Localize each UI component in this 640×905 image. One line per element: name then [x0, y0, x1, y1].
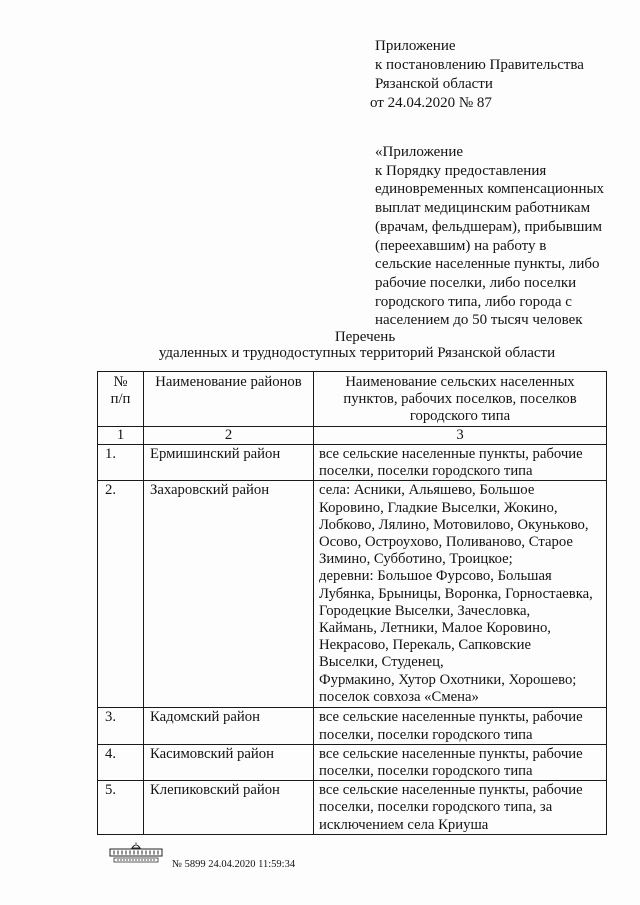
settlements-line: поселки, поселки городского типа — [319, 726, 533, 743]
column-number: 3 — [314, 427, 607, 445]
settlements-line: Некрасово, Перекаль, Сапковские — [319, 637, 532, 654]
appendix-reference-line: «Приложение — [375, 144, 464, 160]
approval-header — [370, 37, 584, 113]
settlements-line: все сельские населенные пункты, рабочие — [319, 709, 583, 726]
title-line-2: удаленных и труднодоступных территорий Рязанской области — [158, 345, 556, 361]
approval-header-line: от 24.04.2020 № 87 — [370, 95, 492, 111]
settlements-line: поселки, поселки городского типа, за — [319, 799, 553, 816]
settlements-line: поселки, поселки городского типа — [319, 763, 533, 780]
settlements-cell — [314, 781, 607, 835]
district-name: Ермишинский район — [144, 445, 314, 481]
header-number-line: п/п — [110, 391, 131, 408]
settlements-cell — [314, 708, 607, 744]
settlements-line: Каймань, Летники, Малое Коровино, — [319, 620, 551, 637]
district-name: Захаровский район — [144, 481, 314, 708]
settlements-cell — [314, 481, 607, 708]
district-name: Кадомский район — [144, 708, 314, 744]
appendix-reference-line: к Порядку предоставления — [375, 162, 547, 179]
settlements-cell — [314, 744, 607, 780]
table-row — [98, 744, 607, 780]
column-number: 1 — [98, 427, 144, 445]
registration-stamp-icon — [108, 842, 164, 864]
settlements-line: поселки, поселки городского типа — [319, 463, 533, 480]
column-number: 2 — [144, 427, 314, 445]
header-settlements-line: пунктов, рабочих поселков, поселков — [343, 391, 577, 408]
header-number-line: № — [113, 374, 128, 390]
registration-number: № 5899 24.04.2020 11:59:34 — [172, 859, 296, 870]
district-name: Касимовский район — [144, 744, 314, 780]
settlements-line: Зимино, Субботино, Троицкое; — [319, 551, 513, 568]
header-settlements-line: городского типа — [409, 408, 511, 425]
column-number-row — [98, 427, 607, 445]
appendix-reference-line: выплат медицинским работникам — [375, 200, 591, 217]
settlements-line: исключением села Криуша — [319, 816, 489, 833]
settlements-line: села: Асники, Альяшево, Большое — [319, 482, 535, 499]
appendix-reference-line: (врачам, фельдшерам), прибывшим — [375, 218, 602, 235]
settlements-line: все сельские населенные пункты, рабочие — [319, 782, 583, 799]
settlements-line: деревни: Большое Фурсово, Большая — [319, 568, 552, 585]
approval-header-line: к постановлению Правительства — [375, 57, 584, 73]
settlements-line: все сельские населенные пункты, рабочие — [319, 745, 583, 762]
row-number: 3. — [98, 708, 144, 744]
settlements-line: Лобково, Лялино, Мотовилово, Окуньково, — [319, 516, 589, 533]
row-number: 5. — [98, 781, 144, 835]
settlements-line: поселок совхоза «Смена» — [319, 688, 479, 705]
header-number — [98, 372, 144, 427]
settlements-line: Фурмакино, Хутор Охотники, Хорошево; — [319, 671, 577, 688]
document-title — [97, 329, 617, 361]
appendix-reference-line: (переехавшим) на работу в — [375, 237, 547, 254]
settlements-line: Осово, Остроухово, Поливаново, Старое — [319, 534, 573, 551]
table-row — [98, 481, 607, 708]
table-row — [98, 445, 607, 481]
table-row — [98, 781, 607, 835]
row-number: 2. — [98, 481, 144, 708]
table-row — [98, 708, 607, 744]
header-settlements-line: Наименование сельских населенных — [345, 374, 575, 390]
approval-header-line: Приложение — [375, 38, 456, 54]
settlements-line: Коровино, Гладкие Выселки, Жокино, — [319, 499, 558, 516]
appendix-reference — [375, 143, 604, 330]
territories-table — [97, 371, 607, 835]
row-number: 4. — [98, 744, 144, 780]
appendix-reference-line: сельские населенные пункты, либо — [375, 256, 600, 273]
approval-header-line: Рязанской области — [375, 76, 493, 92]
settlements-line: Лубянка, Брыницы, Воронка, Горностаевка, — [319, 585, 593, 602]
appendix-reference-line: городского типа, либо города с — [375, 293, 572, 310]
header-district: Наименование районов — [144, 372, 314, 427]
settlements-line: Городецкие Выселки, Зачесловка, — [319, 602, 531, 619]
appendix-reference-line: рабочие поселки, либо поселки — [375, 274, 577, 291]
header-settlements — [314, 372, 607, 427]
row-number: 1. — [98, 445, 144, 481]
title-line-1: Перечень — [334, 329, 396, 345]
appendix-reference-line: единовременных компенсационных — [375, 181, 605, 198]
appendix-reference-line: населением до 50 тысяч человек — [375, 312, 583, 329]
district-name: Клепиковский район — [144, 781, 314, 835]
settlements-line: Выселки, Студенец, — [319, 654, 444, 671]
table-header-row — [98, 372, 607, 427]
settlements-line: все сельские населенные пункты, рабочие — [319, 446, 583, 462]
settlements-cell — [314, 445, 607, 481]
